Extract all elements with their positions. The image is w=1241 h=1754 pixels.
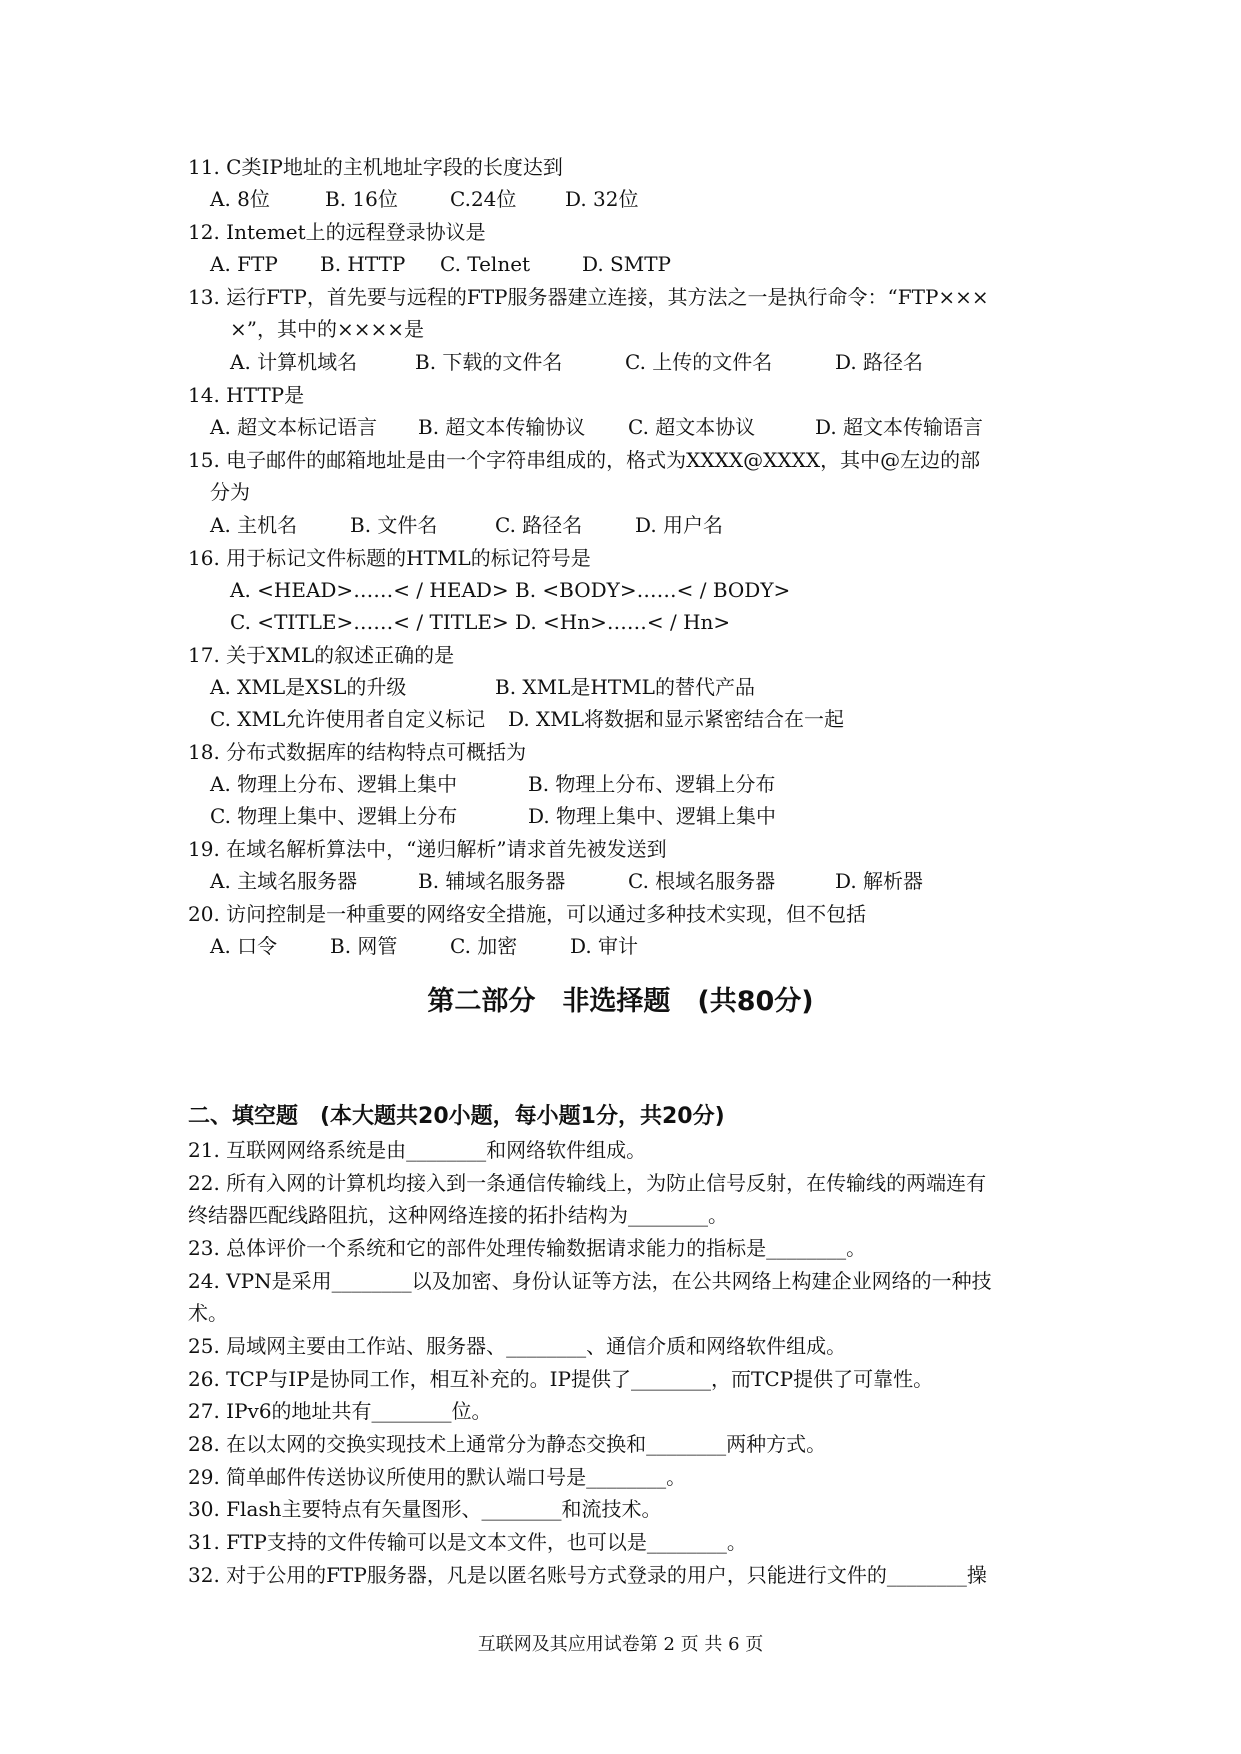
question-20-options bbox=[210, 931, 1090, 961]
option-c: C. XML允许使用者自定义标记 bbox=[210, 707, 486, 731]
fill-question-line: 术。 bbox=[188, 1301, 228, 1325]
part-two-title: 第二部分 非选择题 (共80分) bbox=[427, 986, 814, 1017]
option-a: A. 主域名服务器 bbox=[210, 869, 358, 893]
option-b: B. HTTP bbox=[320, 252, 406, 276]
fill-question-line: 31. FTP支持的文件传输可以是文本文件，也可以是________。 bbox=[188, 1530, 747, 1554]
question-16-options-row2 bbox=[230, 607, 1110, 637]
question-17-stem: 17. 关于XML的叙述正确的是 bbox=[188, 643, 455, 667]
question-11-options bbox=[210, 184, 1090, 214]
question-17-options-row1 bbox=[210, 672, 1090, 702]
question-16-options-row1 bbox=[230, 575, 1110, 605]
fill-question-line: 30. Flash主要特点有矢量图形、________和流技术。 bbox=[188, 1497, 662, 1521]
question-19-options bbox=[210, 866, 1090, 896]
fill-question-line: 32. 对于公用的FTP服务器，凡是以匿名账号方式登录的用户，只能进行文件的________操 bbox=[188, 1563, 987, 1587]
question-12-options bbox=[210, 249, 1090, 279]
option-d: D. 32位 bbox=[565, 187, 639, 211]
option-b: B. 物理上分布、逻辑上分布 bbox=[528, 772, 776, 796]
question-13-stem-continued: ×”，其中的××××是 bbox=[230, 317, 425, 341]
option-c: C. 路径名 bbox=[495, 513, 583, 537]
option-d: D. 物理上集中、逻辑上集中 bbox=[528, 804, 777, 828]
option-d: D. 解析器 bbox=[835, 869, 924, 893]
question-18-options-row2 bbox=[210, 801, 1090, 831]
option-b: B. 超文本传输协议 bbox=[418, 415, 586, 439]
question-13-options bbox=[230, 347, 1110, 377]
option-b: B. 文件名 bbox=[350, 513, 438, 537]
option-c: C. 上传的文件名 bbox=[625, 350, 773, 374]
page-footer: 互联网及其应用试卷第 2 页 共 6 页 bbox=[477, 1634, 764, 1655]
question-20-stem: 20. 访问控制是一种重要的网络安全措施，可以通过多种技术实现，但不包括 bbox=[188, 902, 867, 926]
option-a: A. 超文本标记语言 bbox=[210, 415, 378, 439]
question-14-options bbox=[210, 412, 1090, 442]
option-a: A. 计算机域名 bbox=[230, 350, 358, 374]
option-a: A. 主机名 bbox=[210, 513, 298, 537]
fill-question-line: 28. 在以太网的交换实现技术上通常分为静态交换和________两种方式。 bbox=[188, 1432, 827, 1456]
option-c: C. 加密 bbox=[450, 934, 518, 958]
option-d: D. 路径名 bbox=[835, 350, 924, 374]
fill-question-line: 21. 互联网网络系统是由________和网络软件组成。 bbox=[188, 1138, 647, 1162]
fill-question-line: 23. 总体评价一个系统和它的部件处理传输数据请求能力的指标是________。 bbox=[188, 1236, 867, 1260]
option-c: C. 超文本协议 bbox=[628, 415, 756, 439]
option-b: B. <BODY>……< / BODY> bbox=[515, 578, 791, 602]
option-a: A. 口令 bbox=[210, 934, 278, 958]
question-18-stem: 18. 分布式数据库的结构特点可概括为 bbox=[188, 740, 527, 764]
option-d: D. 用户名 bbox=[635, 513, 724, 537]
option-a: A. 物理上分布、逻辑上集中 bbox=[210, 772, 458, 796]
option-d: D. 审计 bbox=[570, 934, 639, 958]
option-d: D. SMTP bbox=[582, 252, 672, 276]
option-b: B. 网管 bbox=[330, 934, 398, 958]
fill-question-line: 24. VPN是采用________以及加密、身份认证等方法，在公共网络上构建企业网络的一种技 bbox=[188, 1269, 992, 1293]
fill-question-line: 终结器匹配线路阻抗，这种网络连接的拓扑结构为________。 bbox=[188, 1203, 728, 1227]
option-b: B. XML是HTML的替代产品 bbox=[495, 675, 755, 699]
question-11-stem: 11. C类IP地址的主机地址字段的长度达到 bbox=[188, 155, 563, 179]
option-c: C.24位 bbox=[450, 187, 517, 211]
fill-question-line: 25. 局域网主要由工作站、服务器、________、通信介质和网络软件组成。 bbox=[188, 1334, 847, 1358]
option-c: C. <TITLE>……< / TITLE> bbox=[230, 610, 509, 634]
fill-question-line: 29. 简单邮件传送协议所使用的默认端口号是________。 bbox=[188, 1465, 687, 1489]
option-c: C. Telnet bbox=[440, 252, 531, 276]
option-a: A. FTP bbox=[210, 252, 278, 276]
option-b: B. 辅域名服务器 bbox=[418, 869, 566, 893]
option-a: A. <HEAD>……< / HEAD> bbox=[230, 578, 509, 602]
option-c: C. 物理上集中、逻辑上分布 bbox=[210, 804, 458, 828]
question-18-options-row1 bbox=[210, 769, 1090, 799]
fill-question-line: 22. 所有入网的计算机均接入到一条通信传输线上，为防止信号反射，在传输线的两端连有 bbox=[188, 1171, 987, 1195]
option-a: A. XML是XSL的升级 bbox=[210, 675, 407, 699]
option-d: D. XML将数据和显示紧密结合在一起 bbox=[508, 707, 845, 731]
question-13-stem: 13. 运行FTP，首先要与远程的FTP服务器建立连接，其方法之一是执行命令：“FTP××× bbox=[188, 285, 989, 309]
option-d: D. <Hn>……< / Hn> bbox=[515, 610, 731, 634]
option-b: B. 下载的文件名 bbox=[415, 350, 563, 374]
option-b: B. 16位 bbox=[325, 187, 398, 211]
fill-in-section-title: 二、填空题 (本大题共20小题，每小题1分，共20分) bbox=[188, 1104, 725, 1129]
question-12-stem: 12. Intemet上的远程登录协议是 bbox=[188, 220, 486, 244]
option-d: D. 超文本传输语言 bbox=[815, 415, 984, 439]
question-15-stem: 15. 电子邮件的邮箱地址是由一个字符串组成的，格式为XXXX@XXXX，其中@左边的部 bbox=[188, 448, 981, 472]
question-15-stem-continued: 分为 bbox=[210, 480, 250, 504]
option-a: A. 8位 bbox=[210, 187, 270, 211]
fill-question-line: 27. IPv6的地址共有________位。 bbox=[188, 1399, 492, 1423]
question-14-stem: 14. HTTP是 bbox=[188, 383, 305, 407]
question-19-stem: 19. 在域名解析算法中，“递归解析”请求首先被发送到 bbox=[188, 837, 667, 861]
question-15-options bbox=[210, 510, 1090, 540]
question-17-options-row2 bbox=[210, 704, 1090, 734]
option-c: C. 根域名服务器 bbox=[628, 869, 776, 893]
question-16-stem: 16. 用于标记文件标题的HTML的标记符号是 bbox=[188, 546, 591, 570]
fill-question-line: 26. TCP与IP是协同工作，相互补充的。IP提供了________，而TCP提供了可靠性。 bbox=[188, 1367, 934, 1391]
